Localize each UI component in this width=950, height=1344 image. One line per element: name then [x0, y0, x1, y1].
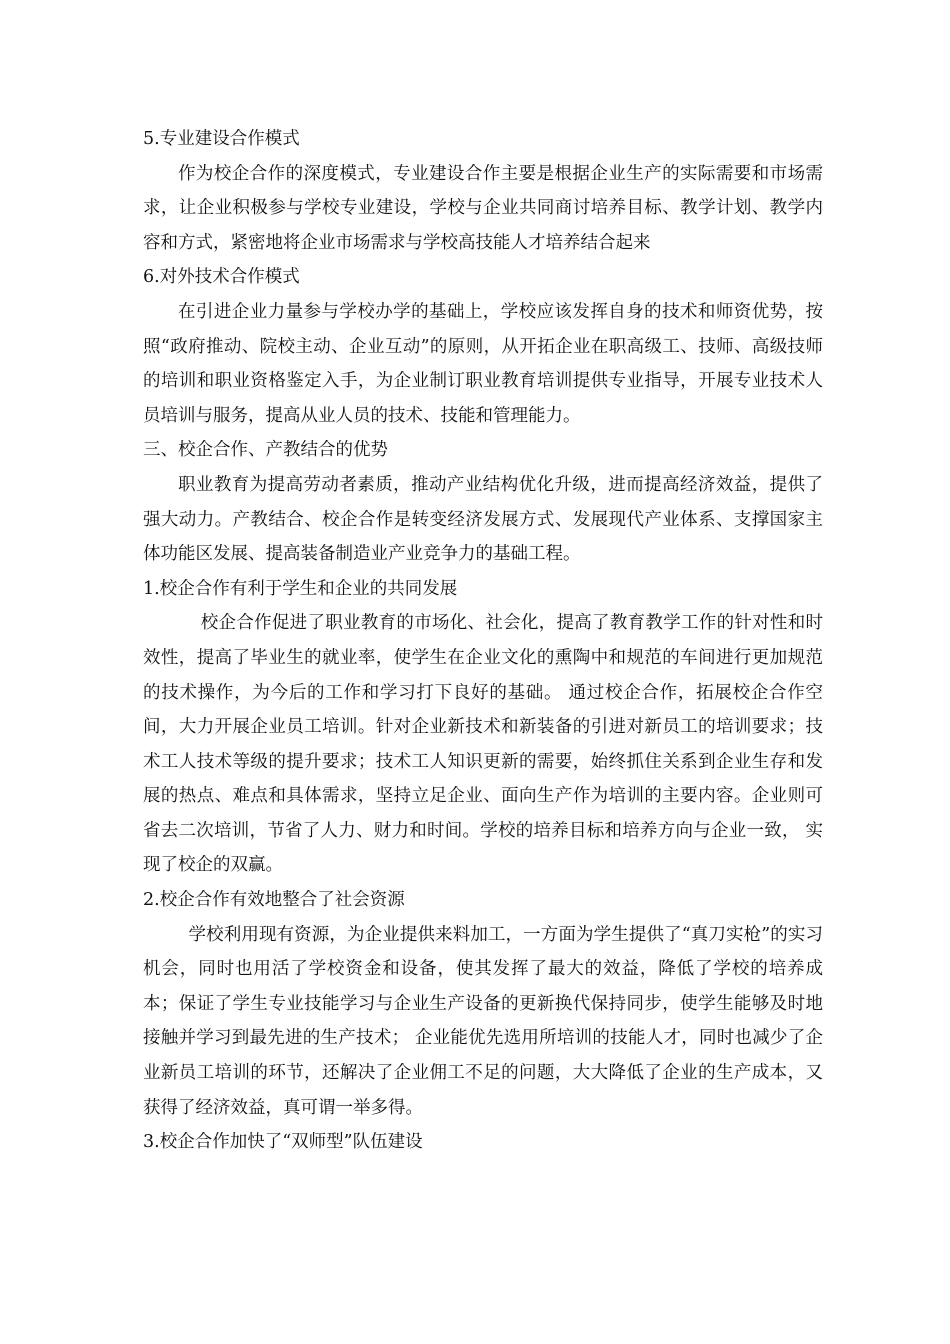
subsection-heading-1: 1.校企合作有利于学生和企业的共同发展 — [143, 578, 458, 599]
document-body — [143, 122, 823, 1160]
section-heading-advantages: 三、校企合作、产教结合的优势 — [143, 440, 388, 461]
paragraph-joint-development: 校企合作促进了职业教育的市场化、社会化，提高了教育教学工作的针对性和时效性，提高了毕业生的就业率，使学生在企业文化的熏陶中和规范的车间进行更加规范的技术操作，为今后的工作和学习打下良好的基础。 通过校企合作，拓展校企合作空间，大力开展企业员工培训。针对企业新技术和新装备的引进对新员工的培训要求；技术工人技术等级的提升要求；技术工人知识更新的需要，始终抓住关系到企业生存和发展的热点、难点和具体需求，坚持立足企业、面向生产作为培训的主要内容。企业则可省去二次培训，节省了人力、财力和时间。学校的培养目标和培养方向与企业一致， 实现了校企的双赢。 — [143, 613, 823, 876]
paragraph-resource-integration: 学校利用现有资源，为企业提供来料加工，一方面为学生提供了“真刀实枪”的实习机会，同时也用活了学校资金和设备，使其发挥了最大的效益，降低了学校的培养成本；保证了学生专业技能学习与企业生产设备的更新换代保持同步，使学生能够及时地接触并学习到最先进的生产技术； 企业能优先选用所培训的技能人才，同时也减少了企业新员工培训的环节，还解决了企业佣工不足的问题，大大降低了企业的生产成本，又获得了经济效益，真可谓一举多得。 — [143, 924, 823, 1118]
paragraph-advantages-intro: 职业教育为提高劳动者素质，推动产业结构优化升级，进而提高经济效益，提供了强大动力。产教结合、校企合作是转变经济发展方式、发展现代产业体系、支撑国家主体功能区发展、提高装备制造业产业竞争力的基础工程。 — [143, 474, 823, 565]
section-heading-6: 6.对外技术合作模式 — [143, 267, 300, 288]
subsection-heading-2: 2.校企合作有效地整合了社会资源 — [143, 890, 405, 911]
subsection-heading-3: 3.校企合作加快了“双师型”队伍建设 — [143, 1132, 423, 1153]
paragraph-tech-cooperation: 在引进企业力量参与学校办学的基础上，学校应该发挥自身的技术和师资优势，按照“政府推动、院校主动、企业互动”的原则，从开拓企业在职高级工、技师、高级技师的培训和职业资格鉴定入手，为企业制订职业教育培训提供专业指导，开展专业技术人员培训与服务，提高从业人员的技术、技能和管理能力。 — [143, 301, 823, 426]
paragraph-major-cooperation: 作为校企合作的深度模式，专业建设合作主要是根据企业生产的实际需要和市场需求，让企业积极参与学校专业建设，学校与企业共同商讨培养目标、教学计划、教学内容和方式，紧密地将企业市场需求与学校高技能人才培养结合起来 — [143, 163, 823, 253]
section-heading-5: 5.专业建设合作模式 — [143, 129, 300, 149]
